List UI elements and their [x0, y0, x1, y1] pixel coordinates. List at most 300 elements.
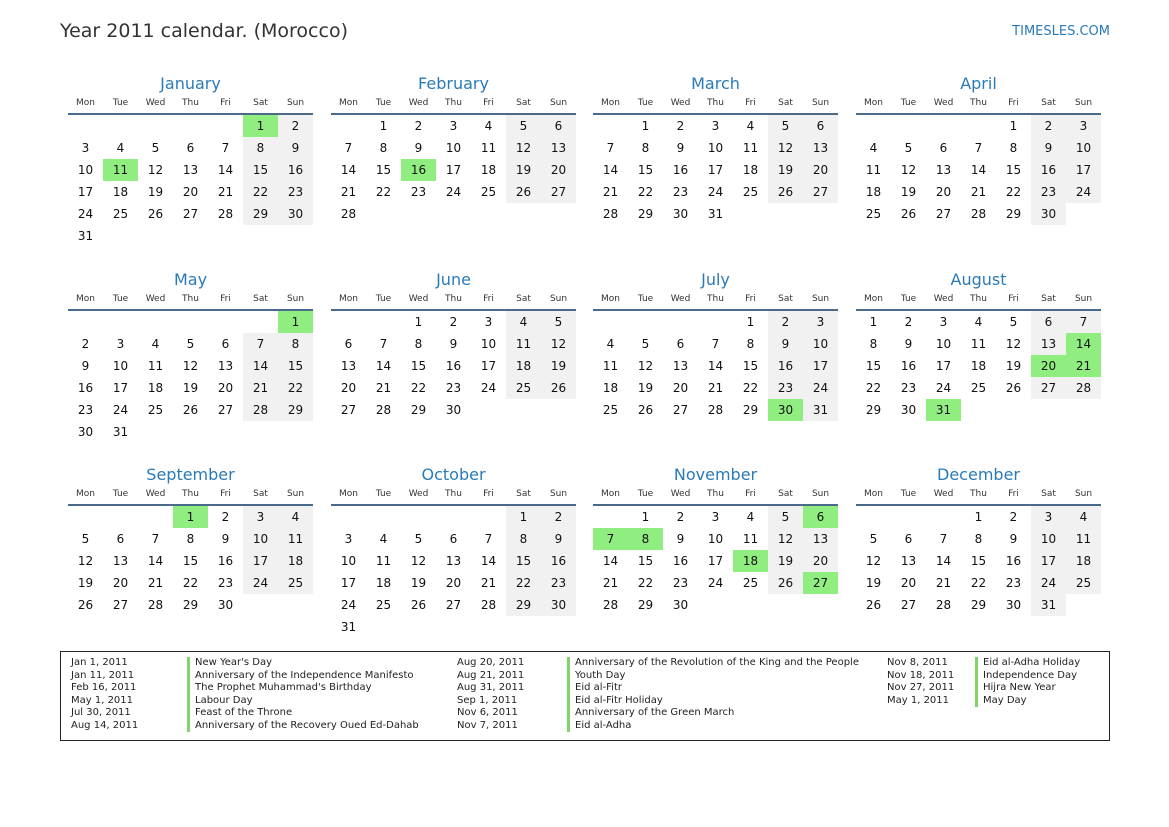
- day-cell[interactable]: 3: [449, 119, 458, 133]
- day-cell[interactable]: 16: [77, 381, 94, 395]
- day-cell[interactable]: 11: [480, 141, 497, 155]
- day-cell[interactable]: 8: [641, 141, 650, 155]
- holiday-day-cell[interactable]: 30: [768, 399, 803, 421]
- day-cell[interactable]: 29: [182, 598, 199, 612]
- day-cell[interactable]: 12: [506, 137, 541, 159]
- day-cell[interactable]: 19: [506, 159, 541, 181]
- day-cell[interactable]: 16: [445, 359, 462, 373]
- day-cell[interactable]: 24: [803, 377, 838, 399]
- day-cell[interactable]: 19: [768, 159, 803, 181]
- day-cell[interactable]: 26: [637, 403, 654, 417]
- day-cell[interactable]: 2: [81, 337, 90, 351]
- day-cell[interactable]: 6: [344, 337, 353, 351]
- day-cell[interactable]: 16: [768, 355, 803, 377]
- day-cell[interactable]: 19: [637, 381, 654, 395]
- site-link[interactable]: TIMESLES.COM: [1012, 24, 1110, 39]
- day-cell[interactable]: 4: [869, 141, 878, 155]
- day-cell[interactable]: 25: [506, 377, 541, 399]
- holiday-day-cell[interactable]: 11: [103, 159, 138, 181]
- day-cell[interactable]: 28: [375, 403, 392, 417]
- day-cell[interactable]: 22: [243, 181, 278, 203]
- day-cell[interactable]: 27: [112, 598, 129, 612]
- day-cell[interactable]: 9: [904, 337, 913, 351]
- day-cell[interactable]: 29: [278, 399, 313, 421]
- day-cell[interactable]: 14: [147, 554, 164, 568]
- day-cell[interactable]: 22: [278, 377, 313, 399]
- day-cell[interactable]: 9: [541, 528, 576, 550]
- day-cell[interactable]: 3: [243, 506, 278, 528]
- day-cell[interactable]: 31: [803, 399, 838, 421]
- day-cell[interactable]: 15: [182, 554, 199, 568]
- day-cell[interactable]: 18: [865, 185, 882, 199]
- day-cell[interactable]: 2: [278, 115, 313, 137]
- holiday-day-cell[interactable]: 21: [1066, 355, 1101, 377]
- day-cell[interactable]: 5: [869, 532, 878, 546]
- day-cell[interactable]: 21: [480, 576, 497, 590]
- day-cell[interactable]: 26: [768, 572, 803, 594]
- day-cell[interactable]: 1: [641, 510, 650, 524]
- day-cell[interactable]: 27: [672, 403, 689, 417]
- day-cell[interactable]: 18: [1066, 550, 1101, 572]
- day-cell[interactable]: 14: [340, 163, 357, 177]
- day-cell[interactable]: 26: [768, 181, 803, 203]
- day-cell[interactable]: 18: [147, 381, 164, 395]
- holiday-day-cell[interactable]: 20: [1031, 355, 1066, 377]
- day-cell[interactable]: 2: [1031, 115, 1066, 137]
- day-cell[interactable]: 10: [707, 532, 724, 546]
- day-cell[interactable]: 6: [676, 337, 685, 351]
- day-cell[interactable]: 11: [1066, 528, 1101, 550]
- day-cell[interactable]: 7: [484, 532, 493, 546]
- day-cell[interactable]: 3: [1031, 506, 1066, 528]
- day-cell[interactable]: 4: [746, 119, 755, 133]
- day-cell[interactable]: 11: [602, 359, 619, 373]
- day-cell[interactable]: 29: [637, 207, 654, 221]
- day-cell[interactable]: 15: [243, 159, 278, 181]
- day-cell[interactable]: 13: [445, 554, 462, 568]
- day-cell[interactable]: 29: [1005, 207, 1022, 221]
- day-cell[interactable]: 18: [278, 550, 313, 572]
- day-cell[interactable]: 4: [151, 337, 160, 351]
- day-cell[interactable]: 30: [672, 598, 689, 612]
- day-cell[interactable]: 1: [1009, 119, 1018, 133]
- day-cell[interactable]: 28: [602, 207, 619, 221]
- day-cell[interactable]: 22: [410, 381, 427, 395]
- day-cell[interactable]: 17: [445, 163, 462, 177]
- day-cell[interactable]: 26: [410, 598, 427, 612]
- day-cell[interactable]: 24: [243, 572, 278, 594]
- day-cell[interactable]: 14: [970, 163, 987, 177]
- day-cell[interactable]: 9: [81, 359, 90, 373]
- day-cell[interactable]: 11: [865, 163, 882, 177]
- day-cell[interactable]: 6: [449, 532, 458, 546]
- day-cell[interactable]: 19: [865, 576, 882, 590]
- day-cell[interactable]: 7: [243, 333, 278, 355]
- day-cell[interactable]: 4: [746, 510, 755, 524]
- day-cell[interactable]: 14: [707, 359, 724, 373]
- day-cell[interactable]: 22: [742, 381, 759, 395]
- day-cell[interactable]: 30: [77, 425, 94, 439]
- day-cell[interactable]: 20: [672, 381, 689, 395]
- day-cell[interactable]: 5: [1009, 315, 1018, 329]
- day-cell[interactable]: 18: [742, 163, 759, 177]
- day-cell[interactable]: 13: [803, 528, 838, 550]
- day-cell[interactable]: 4: [278, 506, 313, 528]
- day-cell[interactable]: 24: [445, 185, 462, 199]
- day-cell[interactable]: 2: [676, 119, 685, 133]
- holiday-day-cell[interactable]: 1: [243, 115, 278, 137]
- day-cell[interactable]: 14: [935, 554, 952, 568]
- day-cell[interactable]: 5: [506, 115, 541, 137]
- day-cell[interactable]: 24: [77, 207, 94, 221]
- day-cell[interactable]: 23: [1005, 576, 1022, 590]
- day-cell[interactable]: 17: [480, 359, 497, 373]
- day-cell[interactable]: 21: [340, 185, 357, 199]
- day-cell[interactable]: 1: [746, 315, 755, 329]
- day-cell[interactable]: 30: [672, 207, 689, 221]
- day-cell[interactable]: 17: [112, 381, 129, 395]
- day-cell[interactable]: 17: [1031, 550, 1066, 572]
- day-cell[interactable]: 24: [707, 185, 724, 199]
- day-cell[interactable]: 3: [1066, 115, 1101, 137]
- day-cell[interactable]: 7: [221, 141, 230, 155]
- day-cell[interactable]: 31: [707, 207, 724, 221]
- day-cell[interactable]: 15: [970, 554, 987, 568]
- day-cell[interactable]: 16: [278, 159, 313, 181]
- day-cell[interactable]: 7: [379, 337, 388, 351]
- day-cell[interactable]: 26: [900, 207, 917, 221]
- day-cell[interactable]: 10: [935, 337, 952, 351]
- day-cell[interactable]: 3: [116, 337, 125, 351]
- day-cell[interactable]: 8: [186, 532, 195, 546]
- day-cell[interactable]: 19: [541, 355, 576, 377]
- day-cell[interactable]: 26: [147, 207, 164, 221]
- day-cell[interactable]: 15: [742, 359, 759, 373]
- day-cell[interactable]: 7: [606, 141, 615, 155]
- holiday-day-cell[interactable]: 31: [926, 399, 961, 421]
- day-cell[interactable]: 8: [869, 337, 878, 351]
- day-cell[interactable]: 18: [480, 163, 497, 177]
- day-cell[interactable]: 28: [1066, 377, 1101, 399]
- day-cell[interactable]: 10: [803, 333, 838, 355]
- day-cell[interactable]: 23: [445, 381, 462, 395]
- day-cell[interactable]: 20: [900, 576, 917, 590]
- day-cell[interactable]: 16: [672, 163, 689, 177]
- day-cell[interactable]: 25: [742, 185, 759, 199]
- day-cell[interactable]: 8: [1009, 141, 1018, 155]
- day-cell[interactable]: 15: [410, 359, 427, 373]
- day-cell[interactable]: 6: [939, 141, 948, 155]
- day-cell[interactable]: 15: [278, 355, 313, 377]
- day-cell[interactable]: 11: [506, 333, 541, 355]
- day-cell[interactable]: 22: [637, 185, 654, 199]
- day-cell[interactable]: 10: [340, 554, 357, 568]
- day-cell[interactable]: 1: [974, 510, 983, 524]
- day-cell[interactable]: 4: [1066, 506, 1101, 528]
- day-cell[interactable]: 6: [803, 115, 838, 137]
- day-cell[interactable]: 2: [449, 315, 458, 329]
- holiday-day-cell[interactable]: 16: [401, 159, 436, 181]
- day-cell[interactable]: 12: [541, 333, 576, 355]
- day-cell[interactable]: 17: [1066, 159, 1101, 181]
- day-cell[interactable]: 29: [865, 403, 882, 417]
- day-cell[interactable]: 27: [935, 207, 952, 221]
- day-cell[interactable]: 16: [1005, 554, 1022, 568]
- day-cell[interactable]: 21: [602, 185, 619, 199]
- day-cell[interactable]: 5: [768, 115, 803, 137]
- day-cell[interactable]: 7: [344, 141, 353, 155]
- day-cell[interactable]: 22: [506, 572, 541, 594]
- day-cell[interactable]: 10: [445, 141, 462, 155]
- day-cell[interactable]: 11: [742, 141, 759, 155]
- day-cell[interactable]: 20: [803, 159, 838, 181]
- day-cell[interactable]: 29: [243, 203, 278, 225]
- day-cell[interactable]: 12: [147, 163, 164, 177]
- day-cell[interactable]: 26: [182, 403, 199, 417]
- holiday-day-cell[interactable]: 6: [803, 506, 838, 528]
- day-cell[interactable]: 13: [900, 554, 917, 568]
- day-cell[interactable]: 21: [935, 576, 952, 590]
- day-cell[interactable]: 11: [278, 528, 313, 550]
- day-cell[interactable]: 17: [707, 554, 724, 568]
- day-cell[interactable]: 12: [637, 359, 654, 373]
- day-cell[interactable]: 24: [480, 381, 497, 395]
- day-cell[interactable]: 5: [541, 311, 576, 333]
- day-cell[interactable]: 31: [112, 425, 129, 439]
- day-cell[interactable]: 25: [480, 185, 497, 199]
- day-cell[interactable]: 10: [243, 528, 278, 550]
- day-cell[interactable]: 29: [742, 403, 759, 417]
- day-cell[interactable]: 8: [379, 141, 388, 155]
- day-cell[interactable]: 29: [506, 594, 541, 616]
- day-cell[interactable]: 21: [147, 576, 164, 590]
- day-cell[interactable]: 6: [221, 337, 230, 351]
- day-cell[interactable]: 15: [506, 550, 541, 572]
- day-cell[interactable]: 28: [970, 207, 987, 221]
- day-cell[interactable]: 20: [340, 381, 357, 395]
- day-cell[interactable]: 17: [340, 576, 357, 590]
- day-cell[interactable]: 23: [541, 572, 576, 594]
- day-cell[interactable]: 8: [414, 337, 423, 351]
- day-cell[interactable]: 4: [506, 311, 541, 333]
- day-cell[interactable]: 13: [217, 359, 234, 373]
- day-cell[interactable]: 23: [900, 381, 917, 395]
- day-cell[interactable]: 8: [243, 137, 278, 159]
- day-cell[interactable]: 14: [480, 554, 497, 568]
- day-cell[interactable]: 10: [480, 337, 497, 351]
- day-cell[interactable]: 3: [344, 532, 353, 546]
- day-cell[interactable]: 4: [974, 315, 983, 329]
- day-cell[interactable]: 23: [278, 181, 313, 203]
- day-cell[interactable]: 26: [865, 598, 882, 612]
- day-cell[interactable]: 2: [414, 119, 423, 133]
- day-cell[interactable]: 10: [1066, 137, 1101, 159]
- day-cell[interactable]: 13: [112, 554, 129, 568]
- day-cell[interactable]: 15: [637, 554, 654, 568]
- day-cell[interactable]: 6: [1031, 311, 1066, 333]
- day-cell[interactable]: 3: [939, 315, 948, 329]
- day-cell[interactable]: 17: [707, 163, 724, 177]
- day-cell[interactable]: 21: [602, 576, 619, 590]
- day-cell[interactable]: 16: [672, 554, 689, 568]
- day-cell[interactable]: 22: [637, 576, 654, 590]
- day-cell[interactable]: 25: [375, 598, 392, 612]
- day-cell[interactable]: 6: [116, 532, 125, 546]
- day-cell[interactable]: 28: [480, 598, 497, 612]
- day-cell[interactable]: 24: [1066, 181, 1101, 203]
- day-cell[interactable]: 24: [1031, 572, 1066, 594]
- day-cell[interactable]: 1: [414, 315, 423, 329]
- day-cell[interactable]: 27: [182, 207, 199, 221]
- day-cell[interactable]: 3: [711, 119, 720, 133]
- day-cell[interactable]: 12: [77, 554, 94, 568]
- day-cell[interactable]: 26: [77, 598, 94, 612]
- holiday-day-cell[interactable]: 1: [173, 506, 208, 528]
- day-cell[interactable]: 9: [1009, 532, 1018, 546]
- day-cell[interactable]: 25: [1066, 572, 1101, 594]
- day-cell[interactable]: 23: [672, 185, 689, 199]
- day-cell[interactable]: 22: [1005, 185, 1022, 199]
- day-cell[interactable]: 15: [865, 359, 882, 373]
- day-cell[interactable]: 3: [81, 141, 90, 155]
- day-cell[interactable]: 15: [1005, 163, 1022, 177]
- day-cell[interactable]: 30: [445, 403, 462, 417]
- day-cell[interactable]: 28: [147, 598, 164, 612]
- day-cell[interactable]: 24: [935, 381, 952, 395]
- day-cell[interactable]: 2: [1009, 510, 1018, 524]
- day-cell[interactable]: 18: [970, 359, 987, 373]
- day-cell[interactable]: 30: [1005, 598, 1022, 612]
- day-cell[interactable]: 22: [970, 576, 987, 590]
- day-cell[interactable]: 5: [641, 337, 650, 351]
- day-cell[interactable]: 21: [707, 381, 724, 395]
- day-cell[interactable]: 9: [676, 532, 685, 546]
- day-cell[interactable]: 10: [707, 141, 724, 155]
- day-cell[interactable]: 3: [484, 315, 493, 329]
- day-cell[interactable]: 13: [935, 163, 952, 177]
- day-cell[interactable]: 20: [112, 576, 129, 590]
- day-cell[interactable]: 25: [278, 572, 313, 594]
- day-cell[interactable]: 19: [768, 550, 803, 572]
- day-cell[interactable]: 1: [641, 119, 650, 133]
- holiday-day-cell[interactable]: 14: [1066, 333, 1101, 355]
- day-cell[interactable]: 9: [278, 137, 313, 159]
- day-cell[interactable]: 19: [1005, 359, 1022, 373]
- day-cell[interactable]: 17: [77, 185, 94, 199]
- day-cell[interactable]: 2: [541, 506, 576, 528]
- day-cell[interactable]: 9: [676, 141, 685, 155]
- day-cell[interactable]: 26: [1005, 381, 1022, 395]
- day-cell[interactable]: 25: [742, 576, 759, 590]
- day-cell[interactable]: 15: [375, 163, 392, 177]
- day-cell[interactable]: 5: [904, 141, 913, 155]
- day-cell[interactable]: 28: [340, 207, 357, 221]
- day-cell[interactable]: 9: [414, 141, 423, 155]
- day-cell[interactable]: 10: [112, 359, 129, 373]
- day-cell[interactable]: 30: [900, 403, 917, 417]
- day-cell[interactable]: 11: [742, 532, 759, 546]
- day-cell[interactable]: 28: [707, 403, 724, 417]
- day-cell[interactable]: 20: [182, 185, 199, 199]
- day-cell[interactable]: 12: [768, 137, 803, 159]
- day-cell[interactable]: 24: [112, 403, 129, 417]
- day-cell[interactable]: 7: [939, 532, 948, 546]
- day-cell[interactable]: 7: [1066, 311, 1101, 333]
- day-cell[interactable]: 13: [672, 359, 689, 373]
- day-cell[interactable]: 25: [865, 207, 882, 221]
- day-cell[interactable]: 31: [77, 229, 94, 243]
- day-cell[interactable]: 22: [865, 381, 882, 395]
- day-cell[interactable]: 25: [112, 207, 129, 221]
- day-cell[interactable]: 23: [768, 377, 803, 399]
- day-cell[interactable]: 21: [217, 185, 234, 199]
- day-cell[interactable]: 4: [379, 532, 388, 546]
- day-cell[interactable]: 27: [541, 181, 576, 203]
- day-cell[interactable]: 9: [449, 337, 458, 351]
- day-cell[interactable]: 12: [1005, 337, 1022, 351]
- day-cell[interactable]: 23: [410, 185, 427, 199]
- day-cell[interactable]: 12: [865, 554, 882, 568]
- day-cell[interactable]: 8: [974, 532, 983, 546]
- holiday-day-cell[interactable]: 18: [733, 550, 768, 572]
- day-cell[interactable]: 6: [541, 115, 576, 137]
- day-cell[interactable]: 23: [77, 403, 94, 417]
- day-cell[interactable]: 25: [147, 403, 164, 417]
- day-cell[interactable]: 19: [410, 576, 427, 590]
- holiday-day-cell[interactable]: 8: [628, 528, 663, 550]
- day-cell[interactable]: 11: [375, 554, 392, 568]
- day-cell[interactable]: 20: [541, 159, 576, 181]
- day-cell[interactable]: 19: [147, 185, 164, 199]
- day-cell[interactable]: 18: [506, 355, 541, 377]
- day-cell[interactable]: 24: [340, 598, 357, 612]
- day-cell[interactable]: 20: [803, 550, 838, 572]
- day-cell[interactable]: 21: [243, 377, 278, 399]
- day-cell[interactable]: 25: [970, 381, 987, 395]
- day-cell[interactable]: 31: [340, 620, 357, 634]
- day-cell[interactable]: 30: [217, 598, 234, 612]
- day-cell[interactable]: 27: [1031, 377, 1066, 399]
- day-cell[interactable]: 11: [147, 359, 164, 373]
- day-cell[interactable]: 7: [711, 337, 720, 351]
- day-cell[interactable]: 23: [1031, 181, 1066, 203]
- day-cell[interactable]: 12: [410, 554, 427, 568]
- day-cell[interactable]: 17: [803, 355, 838, 377]
- holiday-day-cell[interactable]: 27: [803, 572, 838, 594]
- day-cell[interactable]: 18: [602, 381, 619, 395]
- day-cell[interactable]: 29: [970, 598, 987, 612]
- day-cell[interactable]: 24: [707, 576, 724, 590]
- day-cell[interactable]: 14: [602, 554, 619, 568]
- day-cell[interactable]: 22: [375, 185, 392, 199]
- day-cell[interactable]: 6: [186, 141, 195, 155]
- day-cell[interactable]: 16: [217, 554, 234, 568]
- day-cell[interactable]: 22: [182, 576, 199, 590]
- day-cell[interactable]: 14: [375, 359, 392, 373]
- day-cell[interactable]: 28: [602, 598, 619, 612]
- day-cell[interactable]: 1: [869, 315, 878, 329]
- day-cell[interactable]: 11: [970, 337, 987, 351]
- day-cell[interactable]: 13: [541, 137, 576, 159]
- day-cell[interactable]: 14: [602, 163, 619, 177]
- day-cell[interactable]: 12: [182, 359, 199, 373]
- day-cell[interactable]: 5: [414, 532, 423, 546]
- holiday-day-cell[interactable]: 7: [593, 528, 628, 550]
- day-cell[interactable]: 19: [182, 381, 199, 395]
- day-cell[interactable]: 8: [278, 333, 313, 355]
- day-cell[interactable]: 9: [768, 333, 803, 355]
- day-cell[interactable]: 30: [278, 203, 313, 225]
